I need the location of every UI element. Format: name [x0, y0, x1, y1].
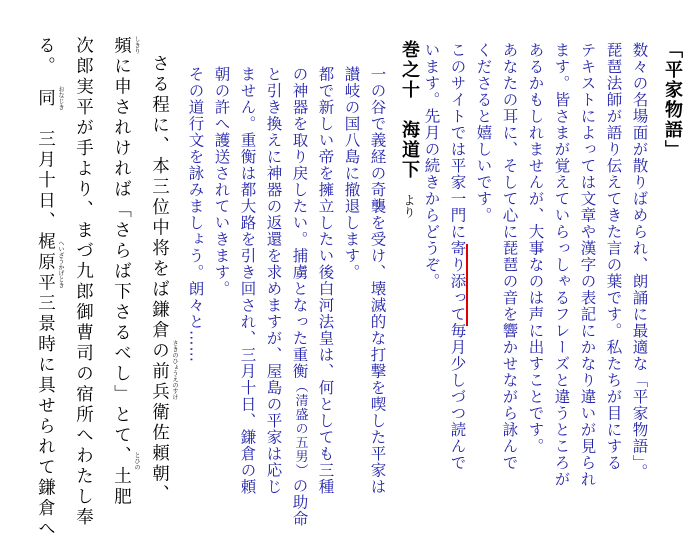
intro-line-9: います。先月の続きからどうぞ。 — [422, 42, 441, 290]
intro-line-4: ます。皆さまが覚えていらっしゃるフレーズと違うところが — [552, 42, 571, 488]
ruby-hyoe: さきのひょうえのすけ — [171, 340, 178, 400]
summary-line-4-end: の助命 — [290, 477, 309, 527]
intro-line-1: 数々の名場面が散りばめられ、朗誦に最適な「平家物語」。 — [630, 42, 649, 480]
summary-line-4-note: （清盛の五男） — [292, 379, 308, 478]
ruby-onajiki: おなじき — [57, 86, 64, 110]
summary-line-1: 一の谷で義経の奇襲を受け、壊滅的な打撃を喫した平家は — [368, 66, 387, 495]
summary-line-5: と引き換えに神器の返還を求めますが、屋島の平家は応じ — [264, 66, 283, 495]
chapter-heading: 巻之十 海道下 — [399, 40, 420, 180]
summary-line-3: 都で新しい帝を擁立したい後白河法皇は、何としても三種 — [316, 66, 335, 495]
page-title: 「平家物語」 — [662, 40, 683, 160]
summary-line-7: 朝の許へ護送されていきます。 — [212, 66, 231, 297]
text-line-4: る。 同 三月十日、梶原平三景時に具せられて鎌倉へ — [35, 36, 56, 540]
summary-line-6: ません。重衡は都大路を引き回され、三月十日、鎌倉の頼 — [238, 66, 257, 495]
summary-line-8: その道行文を詠みましょう。朗々と…… — [186, 66, 205, 363]
text-line-3: 次郎実平が手より、まづ九郎御曹司の宿所へわたし奉 — [73, 36, 94, 528]
intro-line-5: あるかもしれませんが、大事なのは声に出すことです。 — [526, 42, 545, 455]
summary-line-4 — [291, 66, 308, 527]
chapter-from: より — [402, 194, 416, 218]
ruby-heizo: へいざうかげとき — [57, 240, 64, 288]
intro-line-6: あなたの耳に、そして心に琵琶の音を響かせながら詠んで — [500, 42, 519, 471]
chapter-heading-column — [400, 40, 418, 218]
text-line-1: さる程に、本三位中将をば鎌倉の前兵衛佐頼朝、 — [149, 54, 170, 505]
ruby-shikiri: しきり — [133, 36, 140, 54]
ruby-toi: とひの — [133, 452, 140, 470]
intro-line-2: 琵琶法師が語り伝えてきた言の葉です。私たちが目にする — [604, 42, 623, 471]
highlight-line — [466, 244, 468, 326]
intro-line-8: このサイトでは平家一門に寄り添って毎月少しづつ読んで — [448, 42, 467, 471]
summary-line-2: 讃岐の国八島に撤退します。 — [342, 66, 361, 281]
intro-line-3: テキストによっては文章や漢字の表記にかなり違いが見られ — [578, 42, 597, 488]
summary-line-4-main: の神器を取り戻したい。捕虜となった重衡 — [290, 66, 309, 380]
intro-line-7: くださると嬉しいです。 — [474, 42, 493, 224]
text-line-2: 頻に申されければ「さらば下さるべし」とて、土肥 — [111, 36, 132, 508]
